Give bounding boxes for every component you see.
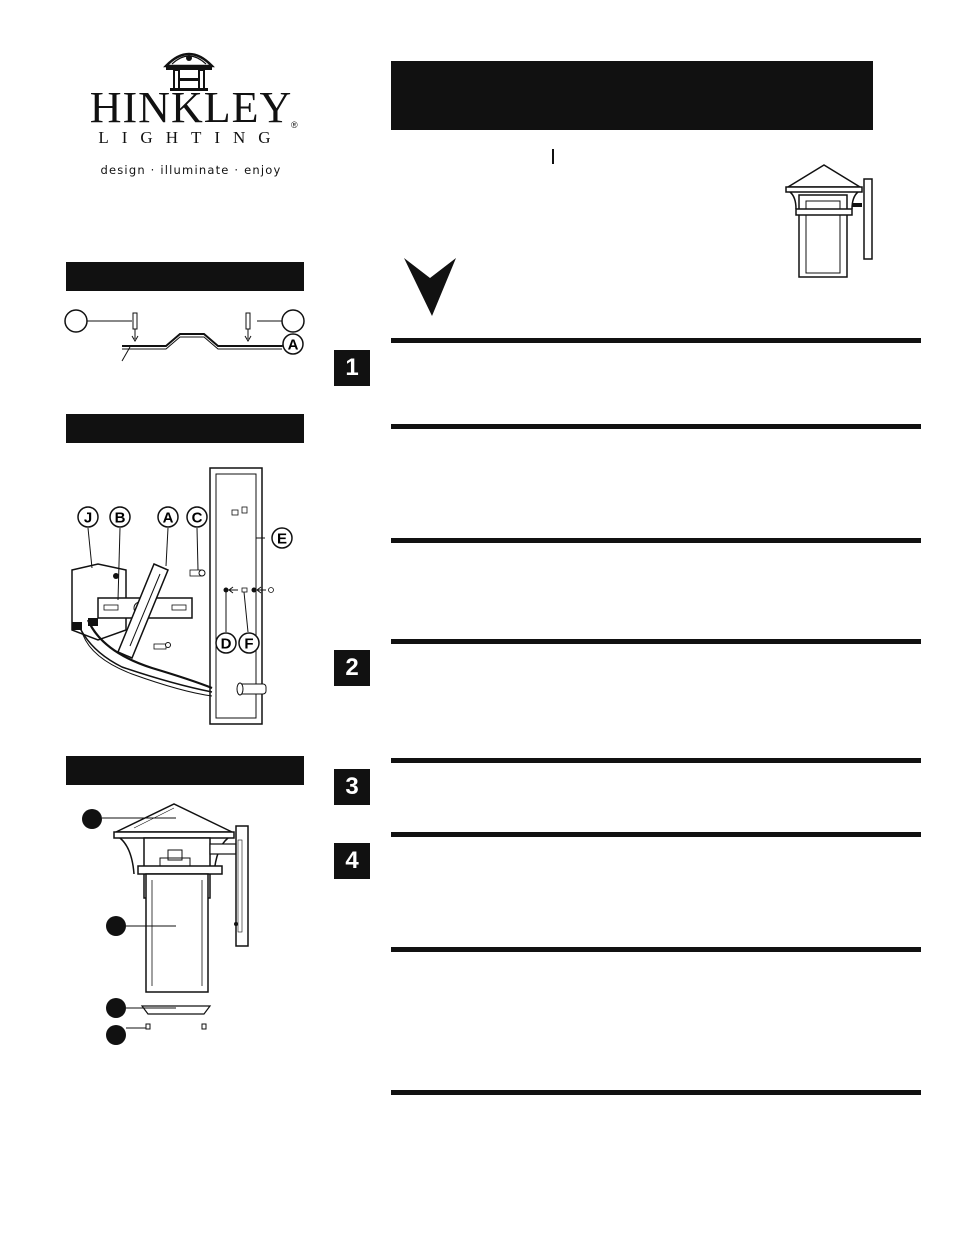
brand-tagline: design · illuminate · enjoy: [100, 163, 282, 177]
registered-mark: ®: [291, 120, 298, 130]
step-number-1: 1: [334, 350, 370, 386]
arrow-down-icon: [404, 258, 458, 318]
title-block: [391, 61, 873, 130]
title-divider: [552, 149, 554, 164]
step-number-3: 3: [334, 769, 370, 805]
label-b: B: [114, 509, 126, 527]
step-number-2: 2: [334, 650, 370, 686]
rule-1: [391, 338, 921, 343]
label-f: F: [244, 635, 254, 653]
brand-sub: LIGHTING: [98, 128, 284, 147]
step-number-4: 4: [334, 843, 370, 879]
section-bar-wiring: [66, 414, 304, 443]
rule-7: [391, 947, 921, 952]
label-d: D: [220, 635, 232, 653]
wiring-diagram: [62, 462, 302, 732]
label-e: E: [276, 530, 288, 548]
label-a: A: [287, 336, 299, 354]
label-a: A: [162, 509, 174, 527]
rule-8: [391, 1090, 921, 1095]
section-bar-mounting: [66, 262, 304, 291]
section-bar-parts: [66, 756, 304, 785]
mounting-strap-diagram: [62, 305, 312, 375]
rule-5: [391, 758, 921, 763]
rule-3: [391, 538, 921, 543]
label-c: C: [191, 509, 203, 527]
rule-2: [391, 424, 921, 429]
rule-4: [391, 639, 921, 644]
product-thumbnail-image: [784, 163, 876, 283]
label-j: J: [83, 509, 93, 527]
rule-6: [391, 832, 921, 837]
brand-name: HINKLEY: [89, 83, 293, 132]
parts-diagram: [76, 800, 266, 1050]
